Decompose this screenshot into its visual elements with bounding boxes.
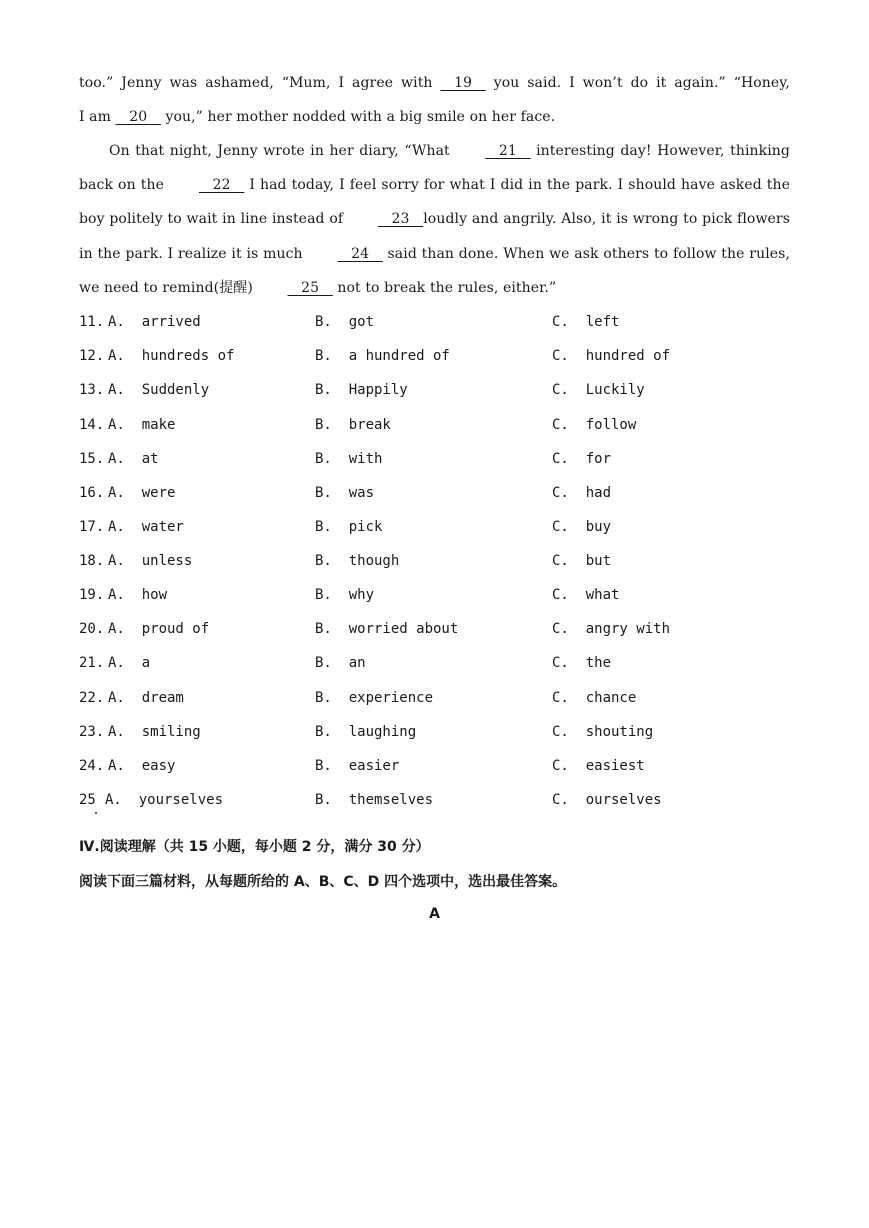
question-number: 20. — [79, 621, 105, 637]
option-b: B. themselves — [315, 792, 434, 808]
section-instruction: 阅读下面三篇材料，从每题所给的 A、B、C、D 四个选项中，选出最佳答案。 — [79, 874, 567, 890]
option-b: B. Happily — [315, 382, 408, 398]
option-a: A. a — [108, 655, 151, 671]
passage-text: you,” her mother nodded with a big smile on her face. — [160, 109, 556, 126]
blank-19: 19 — [440, 75, 486, 91]
question-row — [79, 585, 790, 619]
blank-21: 21 — [485, 143, 531, 159]
option-b: B. break — [315, 417, 391, 433]
option-c: C. follow — [552, 417, 637, 433]
question-row — [79, 688, 790, 722]
option-b: B. though — [315, 553, 400, 569]
stray-dot — [95, 812, 97, 814]
question-number: 25 — [79, 792, 96, 808]
question-number: 11. — [79, 314, 105, 330]
question-number: 12. — [79, 348, 105, 364]
question-row — [79, 449, 790, 483]
option-b: B. a hundred of — [315, 348, 450, 364]
question-number: 22. — [79, 690, 105, 706]
question-number: 16. — [79, 485, 105, 501]
option-b: B. why — [315, 587, 375, 603]
question-row — [79, 380, 790, 414]
passage-paragraph-2 — [79, 134, 790, 305]
option-a: A. proud of — [108, 621, 210, 637]
question-row — [79, 756, 790, 790]
passage-text: too.” Jenny was ashamed, “Mum, I agree with — [79, 75, 441, 91]
question-number: 13. — [79, 382, 105, 398]
option-b: B. worried about — [315, 621, 459, 637]
question-number: 24. — [79, 758, 105, 774]
passage-paragraph-1 — [79, 66, 790, 134]
blank-20: 20 — [115, 109, 161, 126]
option-a: A. were — [108, 485, 176, 501]
question-row — [79, 517, 790, 551]
option-a: A. hundreds of — [108, 348, 235, 364]
option-a: A. how — [108, 587, 168, 603]
option-a: A. yourselves — [105, 792, 224, 808]
question-row — [79, 653, 790, 687]
question-row — [79, 312, 790, 346]
option-c: C. had — [552, 485, 612, 501]
option-a: A. easy — [108, 758, 176, 774]
option-b: B. easier — [315, 758, 400, 774]
question-number: 18. — [79, 553, 105, 569]
option-c: C. what — [552, 587, 620, 603]
passage-label: A — [429, 906, 440, 922]
option-c: C. chance — [552, 690, 637, 706]
option-c: C. left — [552, 314, 620, 330]
option-c: C. shouting — [552, 724, 654, 740]
option-b: B. an — [315, 655, 366, 671]
option-c: C. angry with — [552, 621, 671, 637]
option-b: B. pick — [315, 519, 383, 535]
option-c: C. buy — [552, 519, 612, 535]
question-number: 21. — [79, 655, 105, 671]
blank-22: 22 — [198, 177, 245, 194]
option-a: A. arrived — [108, 314, 201, 330]
option-b: B. got — [315, 314, 375, 330]
option-a: A. unless — [108, 553, 193, 569]
option-a: A. smiling — [108, 724, 201, 740]
blank-24: 24 — [337, 245, 383, 262]
question-row — [79, 346, 790, 380]
option-c: C. the — [552, 655, 612, 671]
passage-text: On that night, Jenny wrote in her diary, “What — [109, 143, 456, 159]
passage-text: I had today, I feel sorry for what I did in the park. I should have asked the boy politely to wait in line instead of — [79, 177, 791, 228]
option-c: C. hundred of — [552, 348, 671, 364]
question-row — [79, 722, 790, 756]
question-row — [79, 619, 790, 653]
passage-text: loudly and angrily. Also, it is wrong to pick flowers in the park. I realize it is much — [79, 211, 790, 262]
blank-25: 25 — [287, 279, 333, 296]
question-row — [79, 790, 790, 824]
question-number: 17. — [79, 519, 105, 535]
passage-line — [79, 66, 790, 100]
passage-line — [79, 100, 790, 134]
passage-text: I am — [79, 109, 116, 126]
option-b: B. was — [315, 485, 375, 501]
option-c: C. ourselves — [552, 792, 662, 808]
option-b: B. experience — [315, 690, 434, 706]
option-a: A. at — [108, 451, 159, 467]
question-row — [79, 551, 790, 585]
option-a: A. Suddenly — [108, 382, 210, 398]
question-number: 15. — [79, 451, 105, 467]
section-title: Ⅳ.阅读理解（共 15 小题，每小题 2 分，满分 30 分） — [79, 839, 430, 855]
option-c: C. Luckily — [552, 382, 645, 398]
option-a: A. make — [108, 417, 176, 433]
passage-text: you said. I won’t do it again.” “Honey, — [485, 75, 790, 91]
question-row — [79, 415, 790, 449]
question-number: 19. — [79, 587, 105, 603]
passage-text: interesting day! However, thinking back on the — [79, 143, 790, 194]
question-row — [79, 483, 790, 517]
question-number: 23. — [79, 724, 105, 740]
question-number: 14. — [79, 417, 105, 433]
blank-23: 23 — [377, 211, 424, 228]
option-c: C. for — [552, 451, 612, 467]
option-b: B. with — [315, 451, 383, 467]
passage-text: not to break the rules, either.” — [332, 279, 557, 296]
passage-text: said than done. When we ask others to follow the rules, we need to remind(提醒) — [79, 245, 791, 296]
option-a: A. dream — [108, 690, 184, 706]
option-c: C. easiest — [552, 758, 645, 774]
option-b: B. laughing — [315, 724, 417, 740]
option-a: A. water — [108, 519, 184, 535]
option-c: C. but — [552, 553, 612, 569]
